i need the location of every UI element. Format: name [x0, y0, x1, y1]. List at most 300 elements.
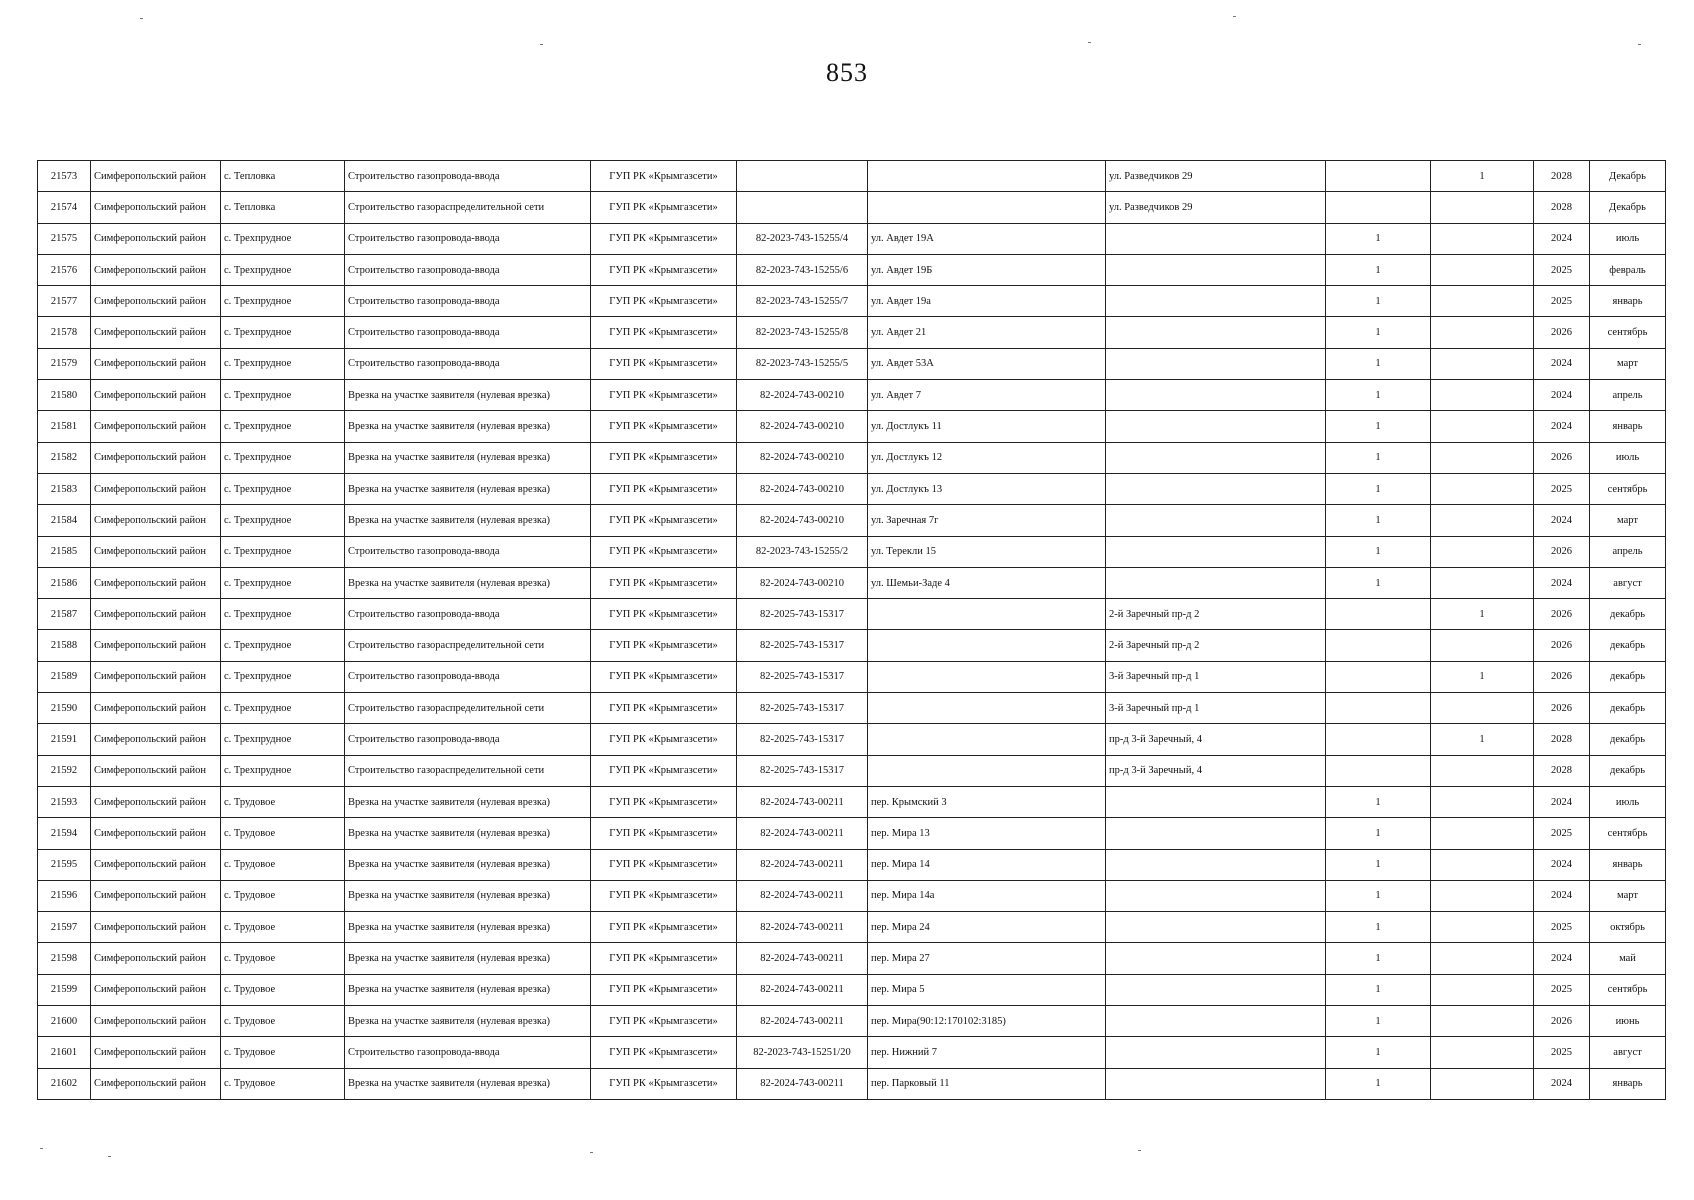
- table-row: [38, 317, 1666, 348]
- year-cell: 2026: [1534, 1006, 1590, 1037]
- locality-cell: с. Трехпрудное: [221, 693, 345, 724]
- address-alt-cell: 3-й Заречный пр-д 1: [1106, 661, 1326, 692]
- organization-cell: ГУП РК «Крымгазсети»: [591, 880, 737, 911]
- application-code-cell: 82-2024-743-00211: [737, 818, 868, 849]
- address-alt-cell: [1106, 912, 1326, 943]
- address-alt-cell: [1106, 442, 1326, 473]
- count-cell: 1: [1326, 1068, 1431, 1099]
- address-cell: пер. Мира(90:12:170102:3185): [868, 1006, 1106, 1037]
- address-alt-cell: [1106, 1068, 1326, 1099]
- row-number: 21582: [38, 442, 91, 473]
- count-alt-cell: [1431, 380, 1534, 411]
- application-code-cell: 82-2025-743-15317: [737, 755, 868, 786]
- address-cell: пер. Мира 24: [868, 912, 1106, 943]
- month-cell: февраль: [1590, 254, 1666, 285]
- address-alt-cell: [1106, 880, 1326, 911]
- year-cell: 2024: [1534, 849, 1590, 880]
- table-row: [38, 567, 1666, 598]
- row-number: 21592: [38, 755, 91, 786]
- month-cell: июнь: [1590, 1006, 1666, 1037]
- address-alt-cell: [1106, 286, 1326, 317]
- locality-cell: с. Трехпрудное: [221, 755, 345, 786]
- month-cell: сентябрь: [1590, 818, 1666, 849]
- district-cell: Симферопольский район: [91, 161, 221, 192]
- month-cell: январь: [1590, 286, 1666, 317]
- organization-cell: ГУП РК «Крымгазсети»: [591, 786, 737, 817]
- address-alt-cell: [1106, 1006, 1326, 1037]
- district-cell: Симферопольский район: [91, 317, 221, 348]
- row-number: 21584: [38, 505, 91, 536]
- locality-cell: с. Трехпрудное: [221, 599, 345, 630]
- application-code-cell: 82-2023-743-15255/5: [737, 348, 868, 379]
- address-cell: ул. Авдет 53А: [868, 348, 1106, 379]
- address-alt-cell: [1106, 536, 1326, 567]
- address-cell: пер. Парковый 11: [868, 1068, 1106, 1099]
- work-type-cell: Врезка на участке заявителя (нулевая врезка): [345, 411, 591, 442]
- application-code-cell: 82-2024-743-00210: [737, 411, 868, 442]
- locality-cell: с. Трудовое: [221, 786, 345, 817]
- district-cell: Симферопольский район: [91, 943, 221, 974]
- district-cell: Симферопольский район: [91, 912, 221, 943]
- month-cell: апрель: [1590, 380, 1666, 411]
- row-number: 21577: [38, 286, 91, 317]
- count-cell: 1: [1326, 567, 1431, 598]
- count-cell: 1: [1326, 286, 1431, 317]
- district-cell: Симферопольский район: [91, 1006, 221, 1037]
- count-cell: [1326, 661, 1431, 692]
- year-cell: 2026: [1534, 693, 1590, 724]
- address-alt-cell: [1106, 786, 1326, 817]
- month-cell: январь: [1590, 1068, 1666, 1099]
- work-type-cell: Строительство газораспределительной сети: [345, 755, 591, 786]
- year-cell: 2028: [1534, 161, 1590, 192]
- year-cell: 2026: [1534, 536, 1590, 567]
- table-row: [38, 161, 1666, 192]
- application-code-cell: 82-2024-743-00211: [737, 1068, 868, 1099]
- application-code-cell: 82-2023-743-15255/4: [737, 223, 868, 254]
- work-type-cell: Строительство газопровода-ввода: [345, 286, 591, 317]
- locality-cell: с. Трехпрудное: [221, 630, 345, 661]
- scan-speck: [540, 44, 543, 45]
- address-alt-cell: пр-д 3-й Заречный, 4: [1106, 724, 1326, 755]
- table-row: [38, 661, 1666, 692]
- address-cell: [868, 599, 1106, 630]
- count-alt-cell: [1431, 912, 1534, 943]
- work-type-cell: Строительство газопровода-ввода: [345, 661, 591, 692]
- address-alt-cell: 2-й Заречный пр-д 2: [1106, 599, 1326, 630]
- district-cell: Симферопольский район: [91, 849, 221, 880]
- table-row: [38, 536, 1666, 567]
- row-number: 21586: [38, 567, 91, 598]
- table-row: [38, 223, 1666, 254]
- address-alt-cell: [1106, 223, 1326, 254]
- work-type-cell: Строительство газопровода-ввода: [345, 724, 591, 755]
- count-alt-cell: [1431, 567, 1534, 598]
- count-alt-cell: 1: [1431, 661, 1534, 692]
- count-alt-cell: [1431, 818, 1534, 849]
- count-cell: 1: [1326, 380, 1431, 411]
- address-cell: пер. Крымский 3: [868, 786, 1106, 817]
- count-cell: 1: [1326, 849, 1431, 880]
- locality-cell: с. Трехпрудное: [221, 286, 345, 317]
- district-cell: Симферопольский район: [91, 286, 221, 317]
- count-cell: 1: [1326, 473, 1431, 504]
- application-code-cell: 82-2024-743-00211: [737, 880, 868, 911]
- work-type-cell: Строительство газопровода-ввода: [345, 1037, 591, 1068]
- year-cell: 2025: [1534, 1037, 1590, 1068]
- address-cell: пер. Мира 27: [868, 943, 1106, 974]
- count-alt-cell: [1431, 1006, 1534, 1037]
- scan-speck: [108, 1156, 111, 1157]
- table-row: [38, 755, 1666, 786]
- application-code-cell: 82-2024-743-00210: [737, 380, 868, 411]
- address-cell: пер. Нижний 7: [868, 1037, 1106, 1068]
- locality-cell: с. Трудовое: [221, 912, 345, 943]
- row-number: 21576: [38, 254, 91, 285]
- locality-cell: с. Трехпрудное: [221, 442, 345, 473]
- registry-table: [37, 160, 1666, 1100]
- organization-cell: ГУП РК «Крымгазсети»: [591, 505, 737, 536]
- count-cell: 1: [1326, 223, 1431, 254]
- application-code-cell: [737, 192, 868, 223]
- work-type-cell: Строительство газопровода-ввода: [345, 317, 591, 348]
- year-cell: 2025: [1534, 912, 1590, 943]
- count-cell: 1: [1326, 974, 1431, 1005]
- count-cell: [1326, 693, 1431, 724]
- count-cell: 1: [1326, 1006, 1431, 1037]
- month-cell: август: [1590, 567, 1666, 598]
- organization-cell: ГУП РК «Крымгазсети»: [591, 724, 737, 755]
- count-cell: 1: [1326, 786, 1431, 817]
- table-row: [38, 505, 1666, 536]
- work-type-cell: Врезка на участке заявителя (нулевая врезка): [345, 974, 591, 1005]
- district-cell: Симферопольский район: [91, 442, 221, 473]
- address-alt-cell: [1106, 254, 1326, 285]
- district-cell: Симферопольский район: [91, 693, 221, 724]
- application-code-cell: 82-2025-743-15317: [737, 630, 868, 661]
- table-row: [38, 630, 1666, 661]
- work-type-cell: Строительство газопровода-ввода: [345, 348, 591, 379]
- address-alt-cell: [1106, 567, 1326, 598]
- count-cell: 1: [1326, 818, 1431, 849]
- organization-cell: ГУП РК «Крымгазсети»: [591, 1068, 737, 1099]
- count-alt-cell: [1431, 1068, 1534, 1099]
- organization-cell: ГУП РК «Крымгазсети»: [591, 661, 737, 692]
- work-type-cell: Врезка на участке заявителя (нулевая врезка): [345, 943, 591, 974]
- month-cell: апрель: [1590, 536, 1666, 567]
- organization-cell: ГУП РК «Крымгазсети»: [591, 286, 737, 317]
- table-row: [38, 1068, 1666, 1099]
- count-alt-cell: [1431, 505, 1534, 536]
- row-number: 21601: [38, 1037, 91, 1068]
- month-cell: сентябрь: [1590, 974, 1666, 1005]
- row-number: 21583: [38, 473, 91, 504]
- application-code-cell: 82-2023-743-15255/8: [737, 317, 868, 348]
- address-cell: ул. Шемьи-Заде 4: [868, 567, 1106, 598]
- row-number: 21596: [38, 880, 91, 911]
- locality-cell: с. Тепловка: [221, 161, 345, 192]
- count-alt-cell: [1431, 630, 1534, 661]
- address-cell: ул. Заречная 7г: [868, 505, 1106, 536]
- district-cell: Симферопольский район: [91, 473, 221, 504]
- row-number: 21575: [38, 223, 91, 254]
- locality-cell: с. Трехпрудное: [221, 411, 345, 442]
- address-alt-cell: [1106, 1037, 1326, 1068]
- table-row: [38, 473, 1666, 504]
- address-cell: [868, 161, 1106, 192]
- count-cell: 1: [1326, 880, 1431, 911]
- month-cell: март: [1590, 505, 1666, 536]
- year-cell: 2026: [1534, 661, 1590, 692]
- count-alt-cell: [1431, 223, 1534, 254]
- address-alt-cell: 2-й Заречный пр-д 2: [1106, 630, 1326, 661]
- address-alt-cell: [1106, 348, 1326, 379]
- organization-cell: ГУП РК «Крымгазсети»: [591, 974, 737, 1005]
- count-alt-cell: [1431, 943, 1534, 974]
- month-cell: декабрь: [1590, 755, 1666, 786]
- month-cell: сентябрь: [1590, 473, 1666, 504]
- page-number: 853: [826, 58, 868, 87]
- month-cell: январь: [1590, 849, 1666, 880]
- count-cell: [1326, 724, 1431, 755]
- year-cell: 2024: [1534, 943, 1590, 974]
- count-cell: 1: [1326, 442, 1431, 473]
- year-cell: 2028: [1534, 724, 1590, 755]
- locality-cell: с. Трехпрудное: [221, 348, 345, 379]
- count-cell: 1: [1326, 254, 1431, 285]
- address-alt-cell: 3-й Заречный пр-д 1: [1106, 693, 1326, 724]
- district-cell: Симферопольский район: [91, 661, 221, 692]
- organization-cell: ГУП РК «Крымгазсети»: [591, 254, 737, 285]
- address-cell: [868, 693, 1106, 724]
- locality-cell: с. Трудовое: [221, 1068, 345, 1099]
- table-row: [38, 786, 1666, 817]
- organization-cell: ГУП РК «Крымгазсети»: [591, 473, 737, 504]
- count-cell: 1: [1326, 943, 1431, 974]
- row-number: 21581: [38, 411, 91, 442]
- application-code-cell: 82-2024-743-00211: [737, 943, 868, 974]
- month-cell: май: [1590, 943, 1666, 974]
- application-code-cell: 82-2025-743-15317: [737, 599, 868, 630]
- year-cell: 2025: [1534, 974, 1590, 1005]
- year-cell: 2024: [1534, 411, 1590, 442]
- application-code-cell: 82-2025-743-15317: [737, 724, 868, 755]
- row-number: 21580: [38, 380, 91, 411]
- application-code-cell: 82-2024-743-00210: [737, 505, 868, 536]
- address-alt-cell: ул. Разведчиков 29: [1106, 192, 1326, 223]
- table-row: [38, 380, 1666, 411]
- district-cell: Симферопольский район: [91, 411, 221, 442]
- work-type-cell: Врезка на участке заявителя (нулевая врезка): [345, 786, 591, 817]
- work-type-cell: Врезка на участке заявителя (нулевая врезка): [345, 1068, 591, 1099]
- organization-cell: ГУП РК «Крымгазсети»: [591, 411, 737, 442]
- month-cell: сентябрь: [1590, 317, 1666, 348]
- address-cell: ул. Авдет 19А: [868, 223, 1106, 254]
- application-code-cell: 82-2024-743-00211: [737, 912, 868, 943]
- year-cell: 2024: [1534, 380, 1590, 411]
- locality-cell: с. Трудовое: [221, 943, 345, 974]
- scan-speck: [1638, 44, 1641, 45]
- district-cell: Симферопольский район: [91, 630, 221, 661]
- work-type-cell: Врезка на участке заявителя (нулевая врезка): [345, 380, 591, 411]
- year-cell: 2025: [1534, 818, 1590, 849]
- year-cell: 2024: [1534, 880, 1590, 911]
- address-cell: [868, 192, 1106, 223]
- address-cell: ул. Авдет 19а: [868, 286, 1106, 317]
- organization-cell: ГУП РК «Крымгазсети»: [591, 1037, 737, 1068]
- organization-cell: ГУП РК «Крымгазсети»: [591, 317, 737, 348]
- scan-speck: [1138, 1150, 1141, 1151]
- organization-cell: ГУП РК «Крымгазсети»: [591, 755, 737, 786]
- district-cell: Симферопольский район: [91, 1068, 221, 1099]
- locality-cell: с. Трудовое: [221, 849, 345, 880]
- district-cell: Симферопольский район: [91, 724, 221, 755]
- count-cell: 1: [1326, 912, 1431, 943]
- count-cell: [1326, 161, 1431, 192]
- row-number: 21600: [38, 1006, 91, 1037]
- address-cell: ул. Авдет 7: [868, 380, 1106, 411]
- scan-speck: [1088, 42, 1091, 43]
- count-alt-cell: [1431, 693, 1534, 724]
- count-cell: 1: [1326, 411, 1431, 442]
- locality-cell: с. Трехпрудное: [221, 724, 345, 755]
- district-cell: Симферопольский район: [91, 505, 221, 536]
- organization-cell: ГУП РК «Крымгазсети»: [591, 912, 737, 943]
- application-code-cell: 82-2024-743-00211: [737, 1006, 868, 1037]
- organization-cell: ГУП РК «Крымгазсети»: [591, 693, 737, 724]
- locality-cell: с. Трехпрудное: [221, 223, 345, 254]
- locality-cell: с. Трудовое: [221, 974, 345, 1005]
- year-cell: 2024: [1534, 223, 1590, 254]
- address-cell: ул. Достлукъ 12: [868, 442, 1106, 473]
- count-alt-cell: [1431, 473, 1534, 504]
- count-alt-cell: 1: [1431, 161, 1534, 192]
- address-alt-cell: [1106, 473, 1326, 504]
- work-type-cell: Строительство газопровода-ввода: [345, 161, 591, 192]
- count-alt-cell: 1: [1431, 599, 1534, 630]
- locality-cell: с. Трудовое: [221, 1037, 345, 1068]
- table-row: [38, 286, 1666, 317]
- table-row: [38, 192, 1666, 223]
- row-number: 21574: [38, 192, 91, 223]
- table-row: [38, 849, 1666, 880]
- month-cell: июль: [1590, 786, 1666, 817]
- address-cell: [868, 724, 1106, 755]
- month-cell: март: [1590, 348, 1666, 379]
- count-alt-cell: [1431, 348, 1534, 379]
- row-number: 21598: [38, 943, 91, 974]
- address-cell: пер. Мира 5: [868, 974, 1106, 1005]
- district-cell: Симферопольский район: [91, 380, 221, 411]
- district-cell: Симферопольский район: [91, 974, 221, 1005]
- table-row: [38, 1037, 1666, 1068]
- address-alt-cell: [1106, 974, 1326, 1005]
- work-type-cell: Врезка на участке заявителя (нулевая врезка): [345, 567, 591, 598]
- organization-cell: ГУП РК «Крымгазсети»: [591, 943, 737, 974]
- application-code-cell: 82-2024-743-00210: [737, 567, 868, 598]
- address-alt-cell: [1106, 849, 1326, 880]
- month-cell: август: [1590, 1037, 1666, 1068]
- row-number: 21579: [38, 348, 91, 379]
- address-cell: [868, 755, 1106, 786]
- scan-speck: [40, 1148, 43, 1149]
- work-type-cell: Строительство газораспределительной сети: [345, 693, 591, 724]
- application-code-cell: 82-2025-743-15317: [737, 661, 868, 692]
- work-type-cell: Строительство газораспределительной сети: [345, 192, 591, 223]
- month-cell: декабрь: [1590, 661, 1666, 692]
- count-alt-cell: [1431, 192, 1534, 223]
- year-cell: 2026: [1534, 442, 1590, 473]
- count-cell: 1: [1326, 1037, 1431, 1068]
- address-cell: ул. Авдет 19Б: [868, 254, 1106, 285]
- application-code-cell: 82-2024-743-00211: [737, 974, 868, 1005]
- row-number: 21578: [38, 317, 91, 348]
- table-row: [38, 912, 1666, 943]
- scan-speck: [590, 1152, 593, 1153]
- organization-cell: ГУП РК «Крымгазсети»: [591, 348, 737, 379]
- scan-speck: [140, 18, 143, 19]
- district-cell: Симферопольский район: [91, 880, 221, 911]
- table-row: [38, 348, 1666, 379]
- count-alt-cell: [1431, 286, 1534, 317]
- address-cell: пер. Мира 13: [868, 818, 1106, 849]
- count-alt-cell: [1431, 880, 1534, 911]
- count-cell: 1: [1326, 536, 1431, 567]
- month-cell: декабрь: [1590, 693, 1666, 724]
- work-type-cell: Врезка на участке заявителя (нулевая врезка): [345, 849, 591, 880]
- table-row: [38, 599, 1666, 630]
- district-cell: Симферопольский район: [91, 786, 221, 817]
- address-alt-cell: [1106, 505, 1326, 536]
- count-cell: [1326, 755, 1431, 786]
- month-cell: март: [1590, 880, 1666, 911]
- organization-cell: ГУП РК «Крымгазсети»: [591, 1006, 737, 1037]
- district-cell: Симферопольский район: [91, 599, 221, 630]
- application-code-cell: 82-2025-743-15317: [737, 693, 868, 724]
- address-cell: [868, 630, 1106, 661]
- count-cell: 1: [1326, 317, 1431, 348]
- month-cell: июль: [1590, 442, 1666, 473]
- organization-cell: ГУП РК «Крымгазсети»: [591, 567, 737, 598]
- row-number: 21593: [38, 786, 91, 817]
- locality-cell: с. Трехпрудное: [221, 380, 345, 411]
- count-alt-cell: [1431, 1037, 1534, 1068]
- table-row: [38, 724, 1666, 755]
- address-alt-cell: пр-д 3-й Заречный, 4: [1106, 755, 1326, 786]
- row-number: 21597: [38, 912, 91, 943]
- address-cell: ул. Достлукъ 13: [868, 473, 1106, 504]
- row-number: 21573: [38, 161, 91, 192]
- count-cell: 1: [1326, 348, 1431, 379]
- work-type-cell: Строительство газораспределительной сети: [345, 630, 591, 661]
- count-alt-cell: [1431, 974, 1534, 1005]
- month-cell: Декабрь: [1590, 192, 1666, 223]
- work-type-cell: Строительство газопровода-ввода: [345, 254, 591, 285]
- year-cell: 2026: [1534, 630, 1590, 661]
- locality-cell: с. Трудовое: [221, 1006, 345, 1037]
- row-number: 21585: [38, 536, 91, 567]
- locality-cell: с. Трехпрудное: [221, 661, 345, 692]
- row-number: 21590: [38, 693, 91, 724]
- count-alt-cell: [1431, 536, 1534, 567]
- work-type-cell: Врезка на участке заявителя (нулевая врезка): [345, 880, 591, 911]
- address-cell: пер. Мира 14: [868, 849, 1106, 880]
- locality-cell: с. Трехпрудное: [221, 473, 345, 504]
- organization-cell: ГУП РК «Крымгазсети»: [591, 192, 737, 223]
- address-alt-cell: [1106, 411, 1326, 442]
- table-row: [38, 411, 1666, 442]
- application-code-cell: 82-2024-743-00210: [737, 473, 868, 504]
